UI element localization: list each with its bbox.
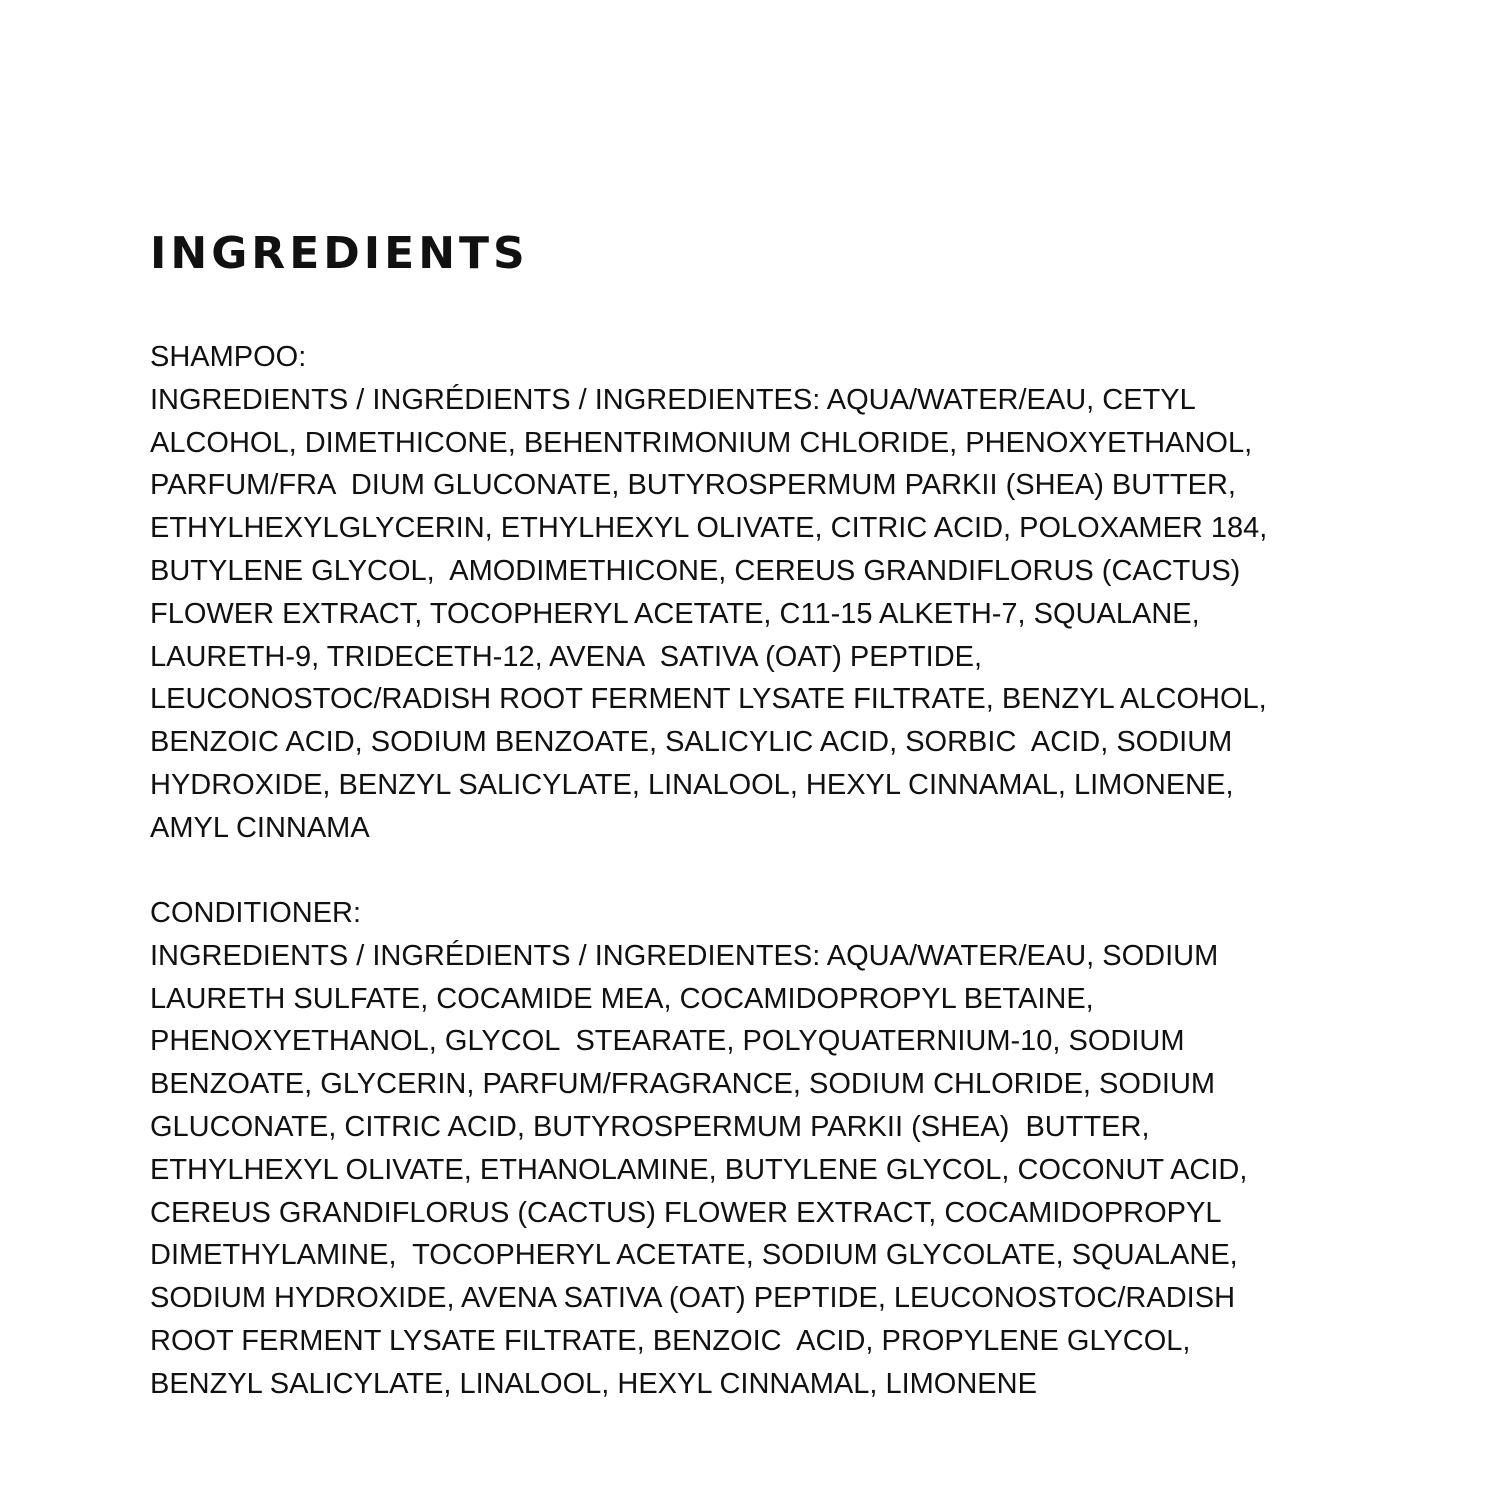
shampoo-ingredient-line: ALCOHOL, DIMETHICONE, BEHENTRIMONIUM CHLORIDE, PHENOXYETHANOL, bbox=[150, 426, 1253, 459]
conditioner-ingredient-line: SODIUM HYDROXIDE, AVENA SATIVA (OAT) PEPTIDE, LEUCONOSTOC/RADISH bbox=[150, 1282, 1236, 1315]
conditioner-ingredient-line: ETHYLHEXYL OLIVATE, ETHANOLAMINE, BUTYLENE GLYCOL, COCONUT ACID, bbox=[150, 1153, 1248, 1186]
conditioner-ingredient-line: INGREDIENTS / INGRÉDIENTS / INGREDIENTES: AQUA/WATER/EAU, SODIUM bbox=[150, 939, 1219, 972]
conditioner-ingredient-line: LAURETH SULFATE, COCAMIDE MEA, COCAMIDOPROPYL BETAINE, bbox=[150, 982, 1094, 1015]
shampoo-ingredient-line: AMYL CINNAMA bbox=[150, 811, 370, 844]
shampoo-ingredient-line: HYDROXIDE, BENZYL SALICYLATE, LINALOOL, HEXYL CINNAMAL, LIMONENE, bbox=[150, 768, 1234, 801]
shampoo-section bbox=[150, 336, 1267, 850]
shampoo-ingredient-line: ETHYLHEXYLGLYCERIN, ETHYLHEXYL OLIVATE, CITRIC ACID, POLOXAMER 184, bbox=[150, 512, 1268, 545]
ingredients-panel bbox=[150, 224, 1360, 1400]
conditioner-ingredient-line: ROOT FERMENT LYSATE FILTRATE, BENZOIC ACID, PROPYLENE GLYCOL, bbox=[150, 1324, 1191, 1357]
shampoo-heading: SHAMPOO: bbox=[150, 341, 307, 373]
conditioner-ingredient-line: PHENOXYETHANOL, GLYCOL STEARATE, POLYQUATERNIUM-10, SODIUM bbox=[150, 1025, 1185, 1058]
shampoo-ingredient-line: PARFUM/FRA DIUM GLUCONATE, BUTYROSPERMUM PARKII (SHEA) BUTTER, bbox=[150, 469, 1236, 502]
page-title: INGREDIENTS bbox=[150, 228, 529, 279]
conditioner-ingredient-line: GLUCONATE, CITRIC ACID, BUTYROSPERMUM PARKII (SHEA) BUTTER, bbox=[150, 1110, 1150, 1143]
conditioner-ingredient-line: DIMETHYLAMINE, TOCOPHERYL ACETATE, SODIUM GLYCOLATE, SQUALANE, bbox=[150, 1239, 1238, 1272]
shampoo-ingredient-line: BENZOIC ACID, SODIUM BENZOATE, SALICYLIC ACID, SORBIC ACID, SODIUM bbox=[150, 726, 1233, 759]
conditioner-heading: CONDITIONER: bbox=[150, 897, 362, 929]
conditioner-ingredient-line: CEREUS GRANDIFLORUS (CACTUS) FLOWER EXTRACT, COCAMIDOPROPYL bbox=[150, 1196, 1222, 1229]
shampoo-ingredient-line: INGREDIENTS / INGRÉDIENTS / INGREDIENTES: AQUA/WATER/EAU, CETYL bbox=[150, 383, 1196, 416]
shampoo-ingredient-line: LAURETH-9, TRIDECETH-12, AVENA SATIVA (OAT) PEPTIDE, bbox=[150, 640, 983, 673]
shampoo-ingredient-line: BUTYLENE GLYCOL, AMODIMETHICONE, CEREUS GRANDIFLORUS (CACTUS) bbox=[150, 554, 1241, 587]
conditioner-section bbox=[150, 892, 1247, 1406]
shampoo-ingredient-line: LEUCONOSTOC/RADISH ROOT FERMENT LYSATE FILTRATE, BENZYL ALCOHOL, bbox=[150, 683, 1267, 716]
shampoo-ingredient-line: FLOWER EXTRACT, TOCOPHERYL ACETATE, C11-15 ALKETH-7, SQUALANE, bbox=[150, 597, 1200, 630]
conditioner-ingredient-line: BENZOATE, GLYCERIN, PARFUM/FRAGRANCE, SODIUM CHLORIDE, SODIUM bbox=[150, 1068, 1216, 1101]
conditioner-ingredient-line: BENZYL SALICYLATE, LINALOOL, HEXYL CINNAMAL, LIMONENE bbox=[150, 1367, 1037, 1400]
